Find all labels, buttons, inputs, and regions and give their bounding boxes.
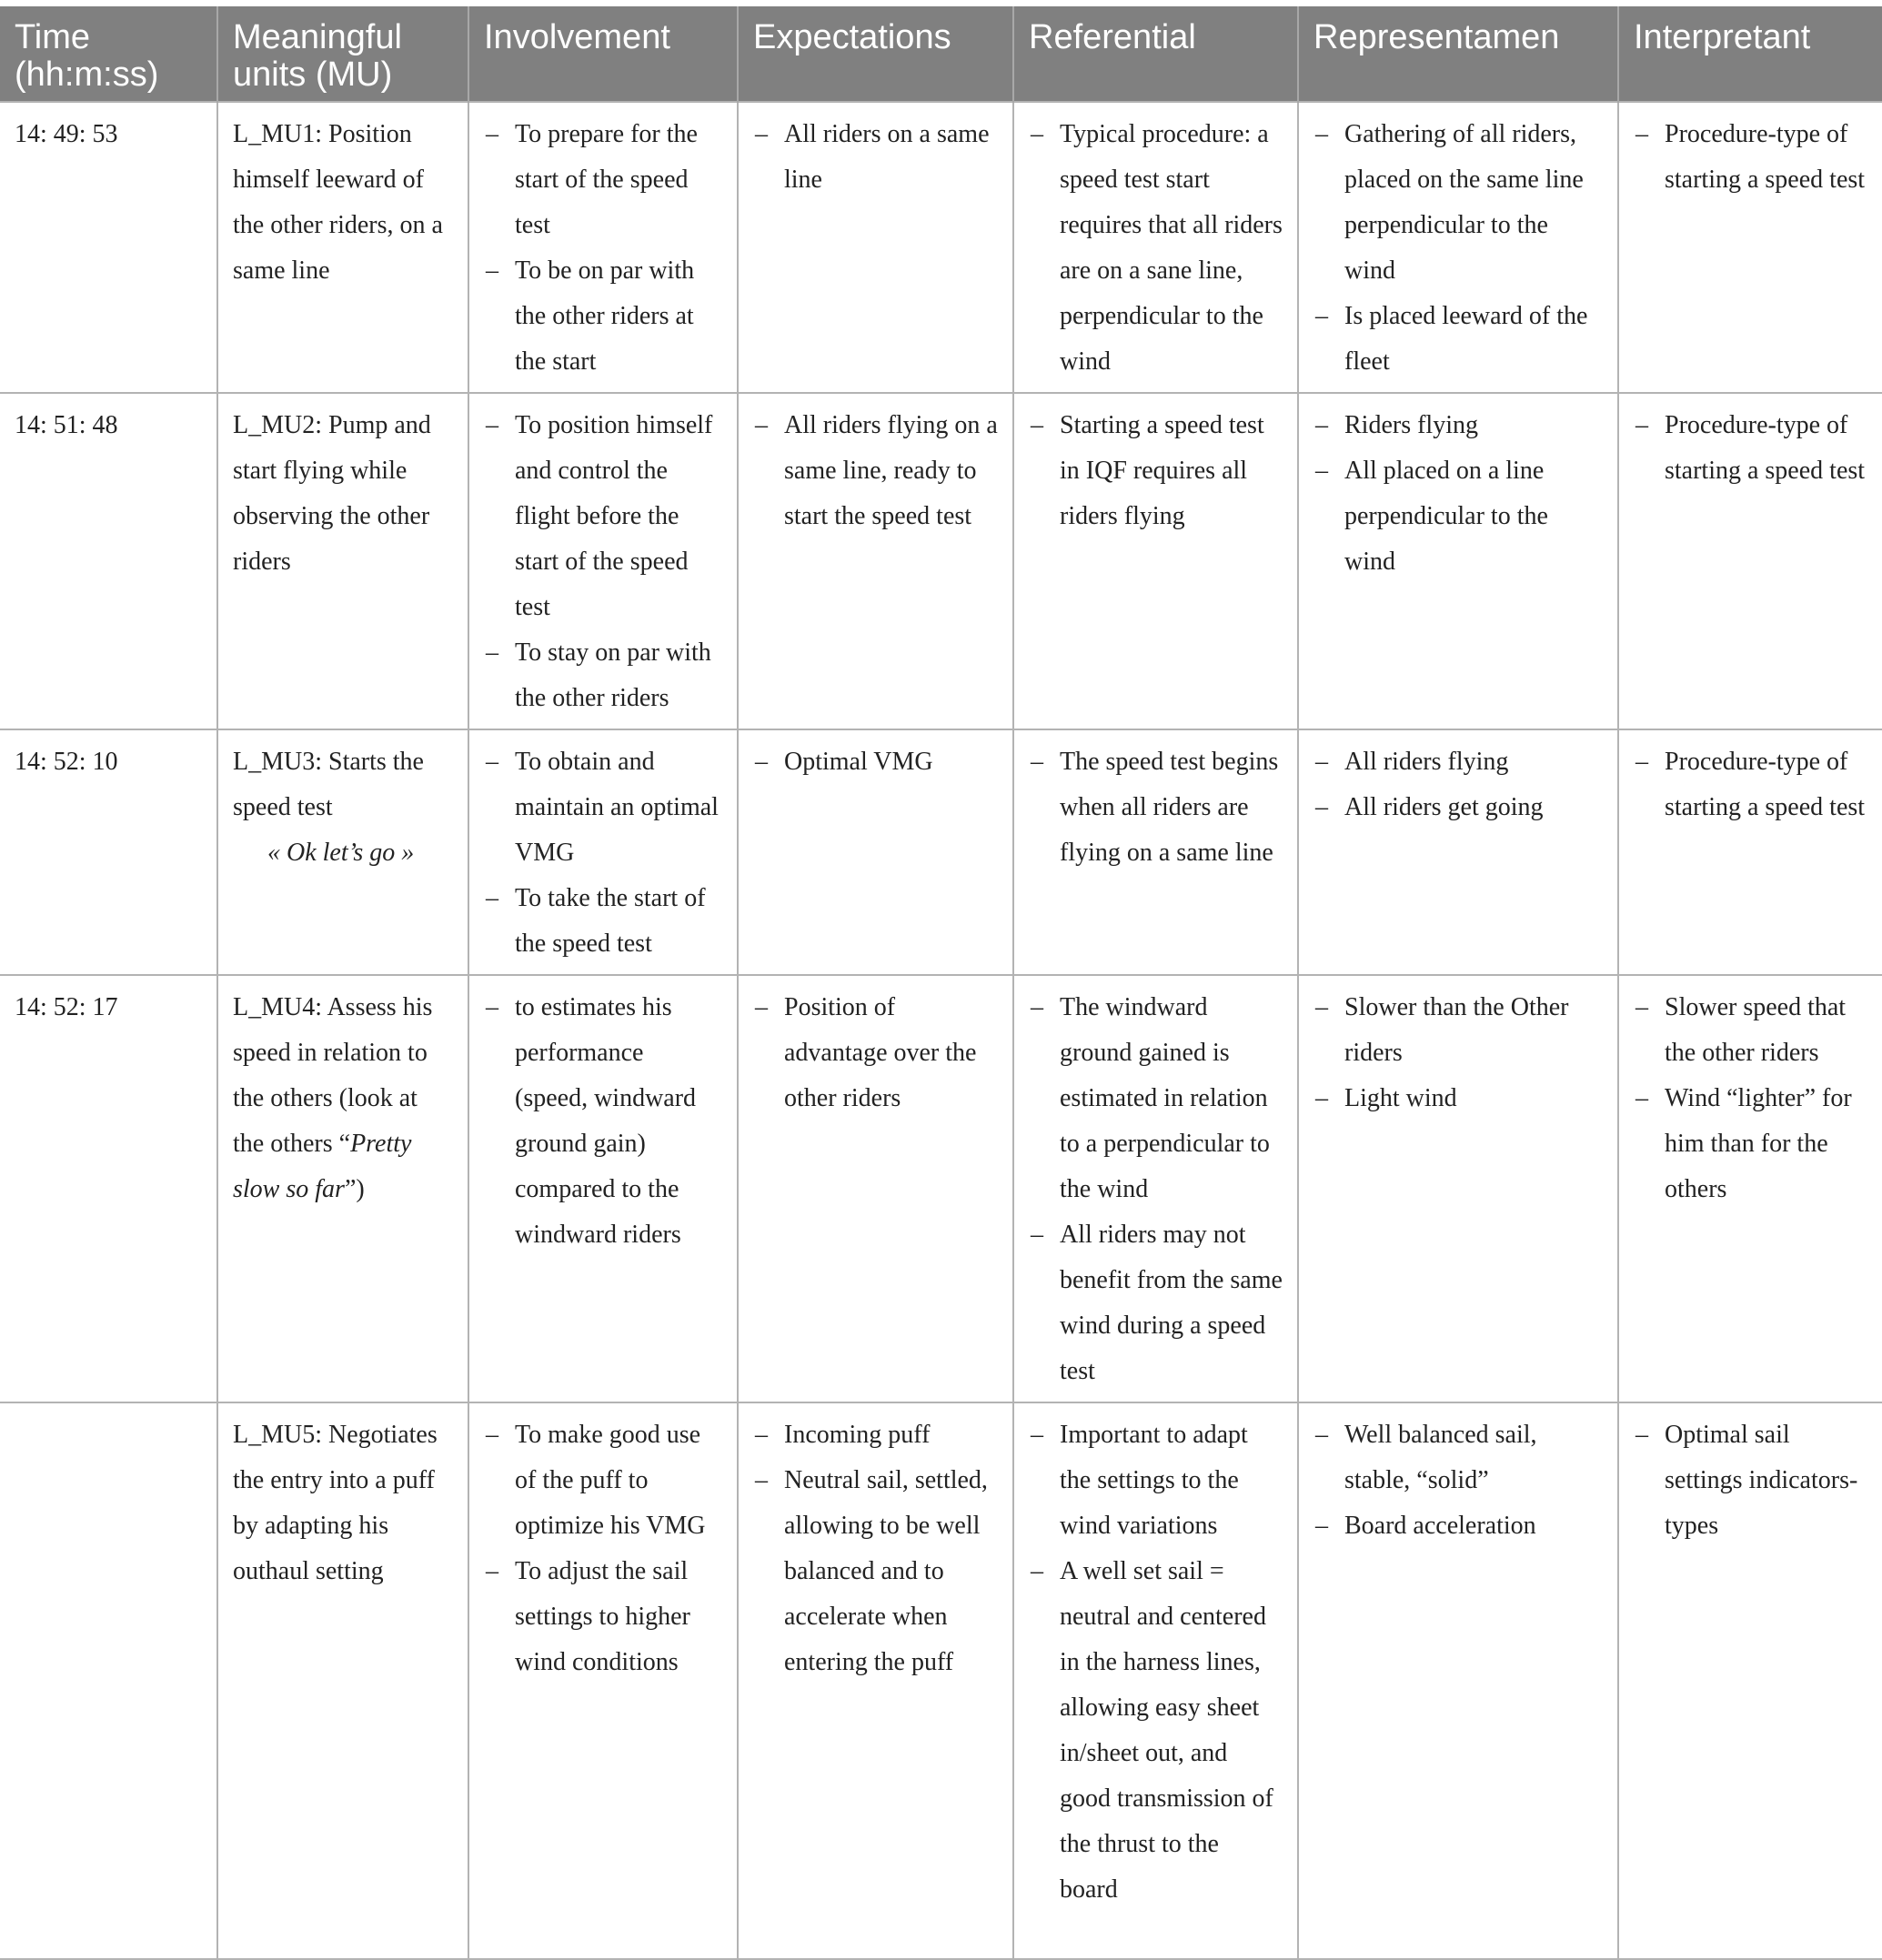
representamen-cell (1298, 729, 1618, 975)
list-item: – To position himself and control the flight before the start of the speed test (484, 403, 722, 630)
mu-text: L_MU4: Assess his speed in relation to the others (look at the others “ (233, 993, 433, 1158)
data-table-container (0, 6, 1882, 1960)
list-item: – All riders flying on a same line, ready to start the speed test (753, 403, 998, 539)
header-representamen: Representamen (1298, 6, 1618, 102)
list-item: – to estimates his performance (speed, windward ground gain) compared to the windward riders (484, 985, 722, 1258)
list-item: – Slower speed that the other riders (1634, 985, 1867, 1076)
list-item: – All placed on a line perpendicular to the wind (1313, 448, 1603, 585)
list-item: – To make good use of the puff to optimize his VMG (484, 1412, 722, 1549)
list-item: – Procedure-type of starting a speed test (1634, 739, 1867, 830)
expectations-cell (738, 393, 1013, 729)
time-cell: 14: 51: 48 (0, 393, 217, 729)
mu-quote: « Ok let’s go » (267, 839, 415, 867)
referential-cell (1013, 729, 1298, 975)
mu-cell: L_MU5: Negotiates the entry into a puff by adapting his outhaul setting (217, 1402, 468, 1959)
table-row (0, 975, 1882, 1402)
list-item: – The speed test begins when all riders are flying on a same line (1029, 739, 1283, 876)
interpretant-cell (1618, 729, 1882, 975)
referential-cell (1013, 1402, 1298, 1959)
table-row (0, 1402, 1882, 1959)
mu-text: L_MU3: Starts the speed test (233, 748, 424, 821)
list-item: – The windward ground gained is estimated in relation to a perpendicular to the wind (1029, 985, 1283, 1212)
list-item: – Important to adapt the settings to the wind variations (1029, 1412, 1283, 1549)
header-meaningful-units: Meaningful units (MU) (217, 6, 468, 102)
time-cell: 14: 49: 53 (0, 102, 217, 393)
interpretant-cell (1618, 975, 1882, 1402)
mu-text-end: ”) (344, 1175, 365, 1203)
list-item: – Well balanced sail, stable, “solid” (1313, 1412, 1603, 1503)
header-involvement: Involvement (468, 6, 738, 102)
header-referential: Referential (1013, 6, 1298, 102)
expectations-cell (738, 975, 1013, 1402)
referential-cell (1013, 393, 1298, 729)
time-cell: 14: 52: 17 (0, 975, 217, 1402)
list-item: – Procedure-type of starting a speed test (1634, 403, 1867, 494)
expectations-cell (738, 729, 1013, 975)
time-cell: 14: 52: 10 (0, 729, 217, 975)
interpretant-cell (1618, 393, 1882, 729)
interpretant-cell (1618, 102, 1882, 393)
list-item: – Position of advantage over the other riders (753, 985, 998, 1121)
list-item: – All riders on a same line (753, 112, 998, 203)
list-item: – Is placed leeward of the fleet (1313, 294, 1603, 385)
involvement-cell (468, 975, 738, 1402)
list-item: – A well set sail = neutral and centered in the harness lines, allowing easy sheet in/sheet out, and good transmission of the thrust to the board (1029, 1549, 1283, 1913)
mu-italic-quote: Pretty slow so far (233, 1130, 412, 1203)
list-item: – Incoming puff (753, 1412, 998, 1458)
time-cell (0, 1402, 217, 1959)
representamen-cell (1298, 975, 1618, 1402)
list-item: – To take the start of the speed test (484, 876, 722, 967)
header-time: Time (hh:m:ss) (0, 6, 217, 102)
list-item: – Gathering of all riders, placed on the same line perpendicular to the wind (1313, 112, 1603, 294)
mu-cell (217, 975, 468, 1402)
header-interpretant: Interpretant (1618, 6, 1882, 102)
referential-cell (1013, 102, 1298, 393)
list-item: – Light wind (1313, 1076, 1603, 1121)
involvement-cell (468, 393, 738, 729)
representamen-cell (1298, 102, 1618, 393)
expectations-cell (738, 102, 1013, 393)
list-item: – Starting a speed test in IQF requires all riders flying (1029, 403, 1283, 539)
table-row (0, 393, 1882, 729)
list-item: – Board acceleration (1313, 1503, 1603, 1549)
involvement-cell (468, 1402, 738, 1959)
list-item: – To obtain and maintain an optimal VMG (484, 739, 722, 876)
list-item: – To be on par with the other riders at the start (484, 248, 722, 385)
table-header-row (0, 6, 1882, 102)
list-item: – Neutral sail, settled, allowing to be well balanced and to accelerate when entering the puff (753, 1458, 998, 1685)
involvement-cell (468, 729, 738, 975)
list-item: – Procedure-type of starting a speed test (1634, 112, 1867, 203)
list-item: – To adjust the sail settings to higher wind conditions (484, 1549, 722, 1685)
list-item: – All riders may not benefit from the same wind during a speed test (1029, 1212, 1283, 1394)
list-item: – Wind “lighter” for him than for the others (1634, 1076, 1867, 1212)
list-item: – Riders flying (1313, 403, 1603, 448)
table-row (0, 102, 1882, 393)
referential-cell (1013, 975, 1298, 1402)
mu-analysis-table (0, 6, 1882, 1960)
list-item: – All riders get going (1313, 785, 1603, 830)
interpretant-cell (1618, 1402, 1882, 1959)
list-item: – All riders flying (1313, 739, 1603, 785)
mu-cell: L_MU2: Pump and start flying while observing the other riders (217, 393, 468, 729)
list-item: – To stay on par with the other riders (484, 630, 722, 721)
list-item: – Optimal sail settings indicators-types (1634, 1412, 1867, 1549)
table-row (0, 729, 1882, 975)
list-item: – Slower than the Other riders (1313, 985, 1603, 1076)
list-item: – Optimal VMG (753, 739, 998, 785)
involvement-cell (468, 102, 738, 393)
list-item: – Typical procedure: a speed test start requires that all riders are on a sane line, perpendicular to the wind (1029, 112, 1283, 385)
mu-cell (217, 729, 468, 975)
header-expectations: Expectations (738, 6, 1013, 102)
list-item: – To prepare for the start of the speed test (484, 112, 722, 248)
expectations-cell (738, 1402, 1013, 1959)
representamen-cell (1298, 1402, 1618, 1959)
mu-cell: L_MU1: Position himself leeward of the other riders, on a same line (217, 102, 468, 393)
representamen-cell (1298, 393, 1618, 729)
